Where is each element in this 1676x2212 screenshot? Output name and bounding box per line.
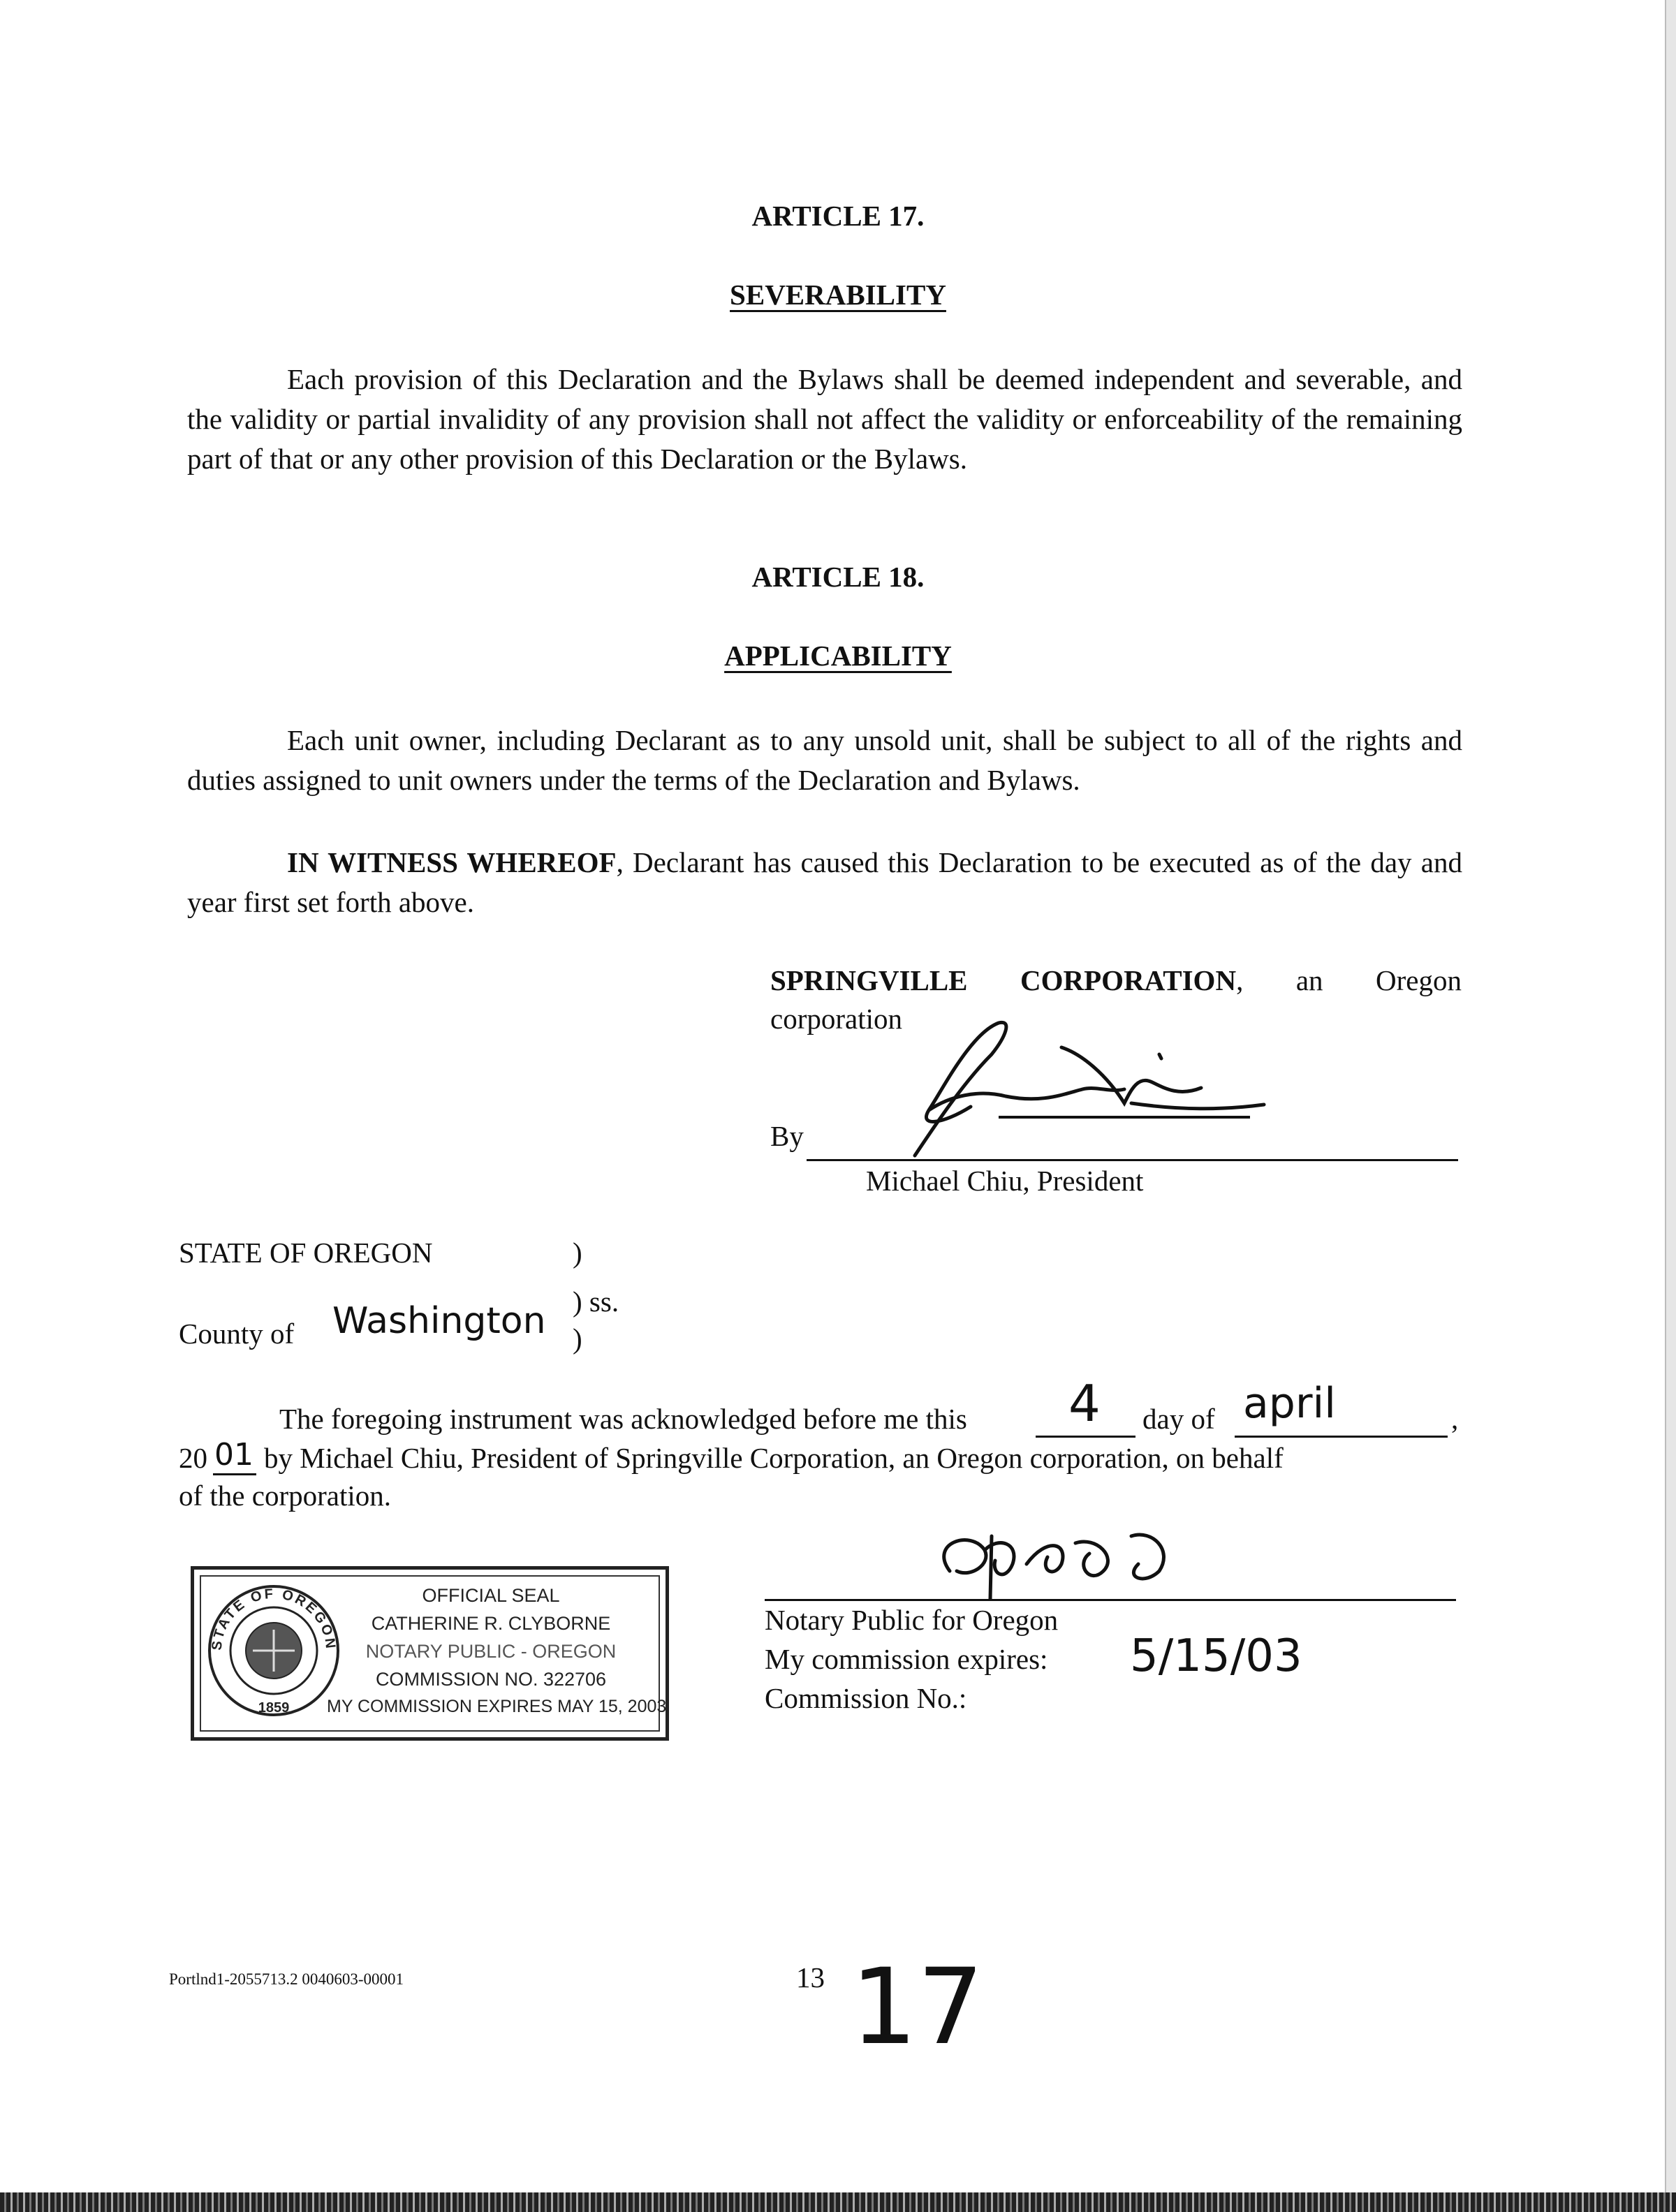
ack-comma: , <box>1451 1403 1459 1435</box>
company-line <box>770 964 1462 997</box>
state-label: STATE OF OREGON <box>179 1237 433 1269</box>
seal-line-3: NOTARY PUBLIC - OREGON <box>365 1641 617 1662</box>
witness-lead: IN WITNESS WHEREOF <box>287 846 617 878</box>
seal-line-2: CATHERINE R. CLYBORNE <box>371 1613 611 1634</box>
company-name: SPRINGVILLE CORPORATION <box>770 964 1237 996</box>
witness-paragraph <box>187 843 1462 922</box>
venue-paren-3: ) <box>573 1322 582 1355</box>
venue-paren-1: ) <box>573 1237 582 1269</box>
ack-line3: of the corporation. <box>179 1480 391 1512</box>
by-signature-line <box>807 1159 1458 1161</box>
scan-right-edge <box>1665 0 1676 2212</box>
day-of-label: day of <box>1142 1403 1215 1435</box>
year-prefix: 20 <box>179 1442 207 1474</box>
ack-line2: by Michael Chiu, President of Springville Corporation, an Oregon corporation, on behalf <box>264 1442 1284 1474</box>
seal-line-4: COMMISSION NO. 322706 <box>375 1669 607 1690</box>
year-handwritten: 01 <box>214 1437 253 1473</box>
seal-line-1: OFFICIAL SEAL <box>422 1585 560 1606</box>
commission-expires-label: My commission expires: <box>765 1643 1048 1675</box>
ack-part1: The foregoing instrument was acknowledged before me this <box>279 1403 967 1435</box>
county-handwritten: Washington <box>332 1300 546 1342</box>
page-number: 13 <box>796 1961 825 1993</box>
notary-public-for: Notary Public for Oregon <box>765 1604 1059 1636</box>
article-18-title-text: APPLICABILITY <box>724 640 952 672</box>
document-id: Portlnd1-2055713.2 0040603-00001 <box>169 1970 404 1988</box>
commission-no-label: Commission No.: <box>765 1682 967 1714</box>
article-18-body: Each unit owner, including Declarant as to any unsold unit, shall be subject to all of the rights and duties assigned to unit owners under the terms of the Declaration and Bylaws. <box>187 724 1462 796</box>
venue-ss: ) ss. <box>573 1285 619 1318</box>
county-label: County of <box>179 1318 295 1350</box>
company-suffix: , an Oregon <box>1236 964 1462 996</box>
article-17-body: Each provision of this Declaration and the Bylaws shall be deemed independent and severable, and the validity or partial invalidity of any provision shall not affect the validity or enforceability of the remaining part of that or any other provision of this Declaration or the Bylaws. <box>187 363 1462 475</box>
article-17-title-text: SEVERABILITY <box>730 279 946 311</box>
by-label: By <box>770 1120 804 1152</box>
notary-signature-line <box>765 1599 1456 1601</box>
seal-emblem-year: 1859 <box>258 1700 290 1716</box>
month-handwritten: april <box>1243 1379 1336 1428</box>
state-seal-emblem <box>204 1579 344 1723</box>
article-17-number: ARTICLE 17. <box>751 200 925 232</box>
day-handwritten: 4 <box>1068 1374 1101 1433</box>
article-18-title <box>0 639 1676 672</box>
signer-name: Michael Chiu, President <box>866 1165 1144 1197</box>
article-18-number: ARTICLE 18. <box>751 561 925 593</box>
witness-rest: , Declarant has caused this Declaration to be executed as of the day and year first set forth above. <box>187 846 1462 918</box>
month-blank-line <box>1235 1436 1448 1438</box>
day-blank-line <box>1036 1436 1135 1438</box>
seal-line-5: MY COMMISSION EXPIRES MAY 15, 2003 <box>327 1697 667 1716</box>
scan-bottom-edge <box>0 2192 1676 2212</box>
seal-emblem-text: STATE OF OREGON <box>209 1586 339 1651</box>
commission-expires-handwritten: 5/15/03 <box>1130 1630 1302 1682</box>
handwritten-page-number: 17 <box>851 1947 984 2068</box>
official-seal-stamp <box>191 1566 669 1741</box>
article-17-title <box>0 278 1676 311</box>
company-line-2: corporation <box>770 1003 902 1035</box>
year-blank-line <box>213 1473 256 1475</box>
